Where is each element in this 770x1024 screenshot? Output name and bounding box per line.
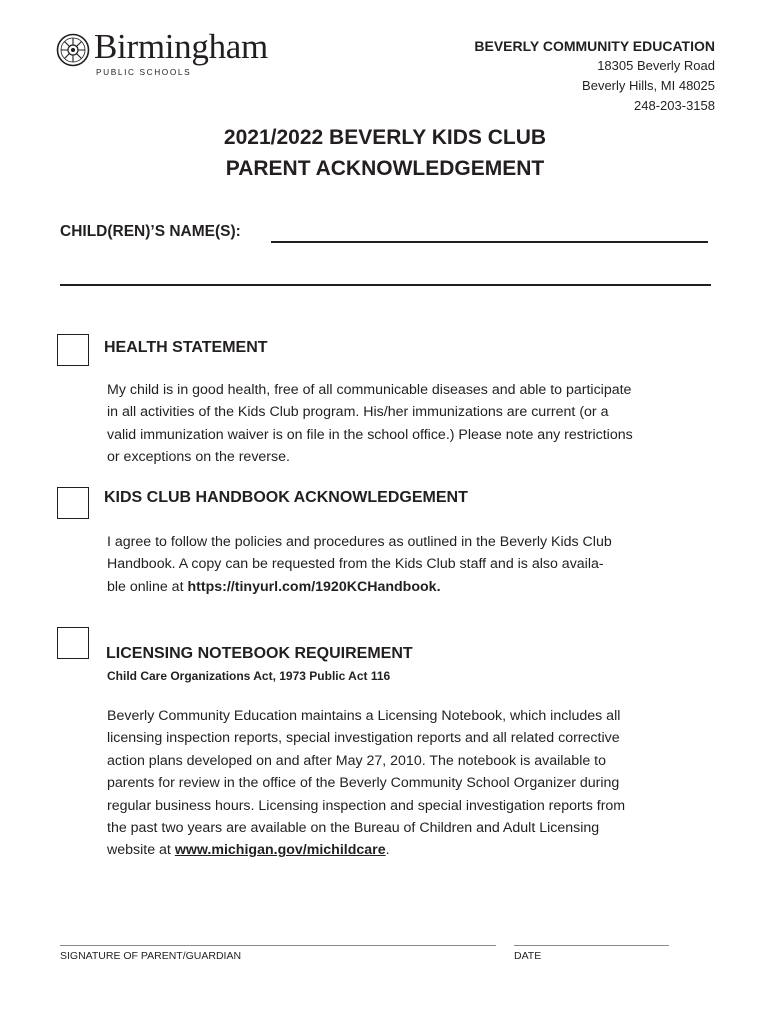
health-statement-checkbox[interactable] — [57, 334, 89, 366]
address-block — [474, 36, 715, 116]
document-title — [0, 122, 770, 184]
health-statement-text — [107, 379, 633, 469]
street-address: 18305 Beverly Road — [597, 58, 715, 73]
phone-number: 248-203-3158 — [634, 98, 715, 113]
paragraph-line: the past two years are available on the Bureau of Children and Adult Licensing — [107, 820, 600, 837]
handbook-link[interactable]: https://tinyurl.com/1920KCHandbook. — [187, 578, 441, 595]
paragraph-line: action plans developed on and after May 27, 2010. The notebook is available to — [107, 752, 607, 769]
child-names-label: CHILD(REN)’S NAME(S): — [60, 223, 241, 240]
licensing-text — [107, 705, 625, 862]
paragraph-line: valid immunization waiver is on file in the school office.) Please note any restrictions — [107, 426, 633, 443]
licensing-heading: LICENSING NOTEBOOK REQUIREMENT — [106, 645, 413, 662]
handbook-text — [107, 531, 612, 598]
date-field[interactable] — [514, 945, 669, 946]
organization-name: BEVERLY COMMUNITY EDUCATION — [474, 38, 715, 54]
paragraph-line: regular business hours. Licensing inspection and special investigation reports from — [107, 797, 626, 814]
licensing-requirement-checkbox[interactable] — [57, 627, 89, 659]
paragraph-line — [107, 839, 625, 861]
paragraph-line: My child is in good health, free of all communicable diseases and able to participate — [107, 382, 632, 398]
paragraph-line: I agree to follow the policies and procedures as outlined in the Beverly Kids Club — [107, 534, 612, 550]
paragraph-line: in all activities of the Kids Club program. His/her immunizations are current (or a — [107, 404, 609, 421]
child-names-field[interactable] — [271, 241, 708, 243]
health-statement-heading: HEALTH STATEMENT — [104, 339, 268, 356]
paragraph-line: Beverly Community Education maintains a Licensing Notebook, which includes all — [107, 708, 621, 724]
child-names-field-2[interactable] — [60, 284, 711, 286]
licensing-subheading: Child Care Organizations Act, 1973 Public Act 116 — [107, 669, 391, 683]
parent-signature-field[interactable] — [60, 945, 496, 946]
line-prefix: ble online at — [107, 578, 188, 595]
paragraph-line: or exceptions on the reverse. — [107, 449, 290, 466]
line-prefix: website at — [107, 842, 175, 859]
paragraph-line: parents for review in the office of the Beverly Community School Organizer during — [107, 775, 620, 792]
handbook-acknowledgement-checkbox[interactable] — [57, 487, 89, 519]
birmingham-logo — [56, 27, 286, 81]
title-line-1: 2021/2022 BEVERLY KIDS CLUB — [223, 126, 547, 149]
line-suffix: . — [385, 842, 390, 859]
date-label: DATE — [514, 950, 542, 962]
handbook-heading: KIDS CLUB HANDBOOK ACKNOWLEDGEMENT — [104, 489, 468, 506]
parent-signature-label: SIGNATURE OF PARENT/GUARDIAN — [60, 950, 242, 962]
school-seal-icon — [56, 33, 90, 67]
paragraph-line: Handbook. A copy can be requested from the Kids Club staff and is also availa- — [107, 556, 604, 573]
paragraph-line: licensing inspection reports, special investigation reports and all related corrective — [107, 730, 620, 747]
logo-subtitle: PUBLIC SCHOOLS — [96, 67, 192, 77]
logo-wordmark: Birmingham — [94, 27, 268, 66]
michigan-childcare-link[interactable]: www.michigan.gov/michildcare — [174, 842, 386, 859]
title-line-2: PARENT ACKNOWLEDGEMENT — [225, 157, 545, 180]
city-state-zip: Beverly Hills, MI 48025 — [582, 78, 715, 93]
paragraph-line — [107, 576, 612, 598]
